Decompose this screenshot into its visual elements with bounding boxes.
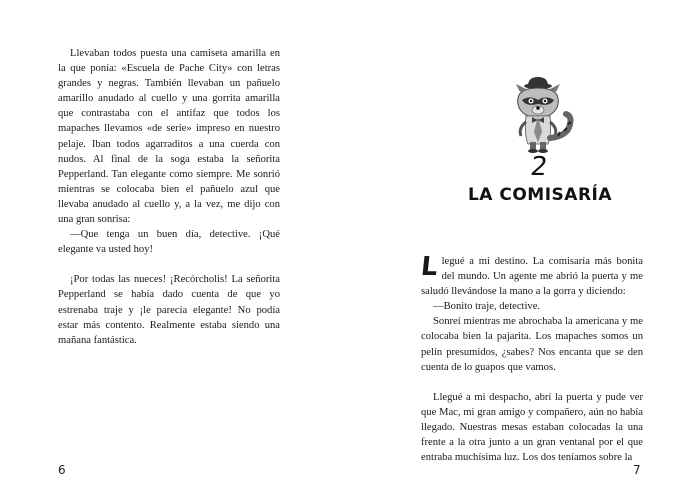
right-paragraph-3: Sonreí mientras me abrochaba la americana y me colocaba bien la pajarita. Los mapaches somos un pelín presumidos, ¿sabes? Nos encanta que se den cuenta de lo guapos que vamos. bbox=[421, 316, 643, 373]
right-paragraph-4: Llegué a mi despacho, abrí la puerta y pude ver que Mac, mi gran amigo y compañero, aún no había llegado. Nuestras mesas estaban colocadas la una frente a la otra junto a un gran ventanal por el que entraba muchísima luz. Los dos teníamos sobre la bbox=[421, 391, 643, 464]
right-page-text bbox=[421, 254, 643, 465]
raccoon-detective-icon bbox=[488, 76, 588, 156]
left-paragraph-1: Llevaban todos puesta una camiseta amarilla en la que ponía: «Escuela de Pache City» con letras grandes y negras. También llevaban un pañuelo amarillo anudado al cuello y una gorrita amarilla que contrastaba con el antifaz que todos los mapaches llevamos «de serie» impreso en nuestro pelaje. Iban todos agarraditos a una cuerda con nudos. Al final de la soga estaba la señorita Pepperland. Tan elegante como siempre. Me sonrió mientras se colocaba bien el pañuelo azul que llevaba anudado al cuello y, a la vez, me dijo con una gran sonrisa: bbox=[58, 48, 280, 226]
chapter-title: LA COMISARÍA bbox=[467, 185, 613, 205]
left-paragraph-2: —Que tenga un buen día, detective. ¡Qué elegante va usted hoy! bbox=[58, 229, 280, 256]
left-paragraph-3: ¡Por todas las nueces! ¡Recórcholis! La señorita Pepperland se había dado cuenta de que yo estrenaba traje y ¡le parecía elegante! No podía estar más contento. Realmente estaba siendo una mañana fantástica. bbox=[58, 274, 280, 346]
right-paragraph-2: —Bonito traje, detective. bbox=[433, 301, 541, 313]
chapter-number: 2 bbox=[528, 152, 550, 182]
left-page-number: 6 bbox=[58, 463, 66, 477]
right-paragraph-1-text: legué a mi destino. La comisaría más bonita del mundo. Un agente me abrió la puerta y me saludó llevándose la mano a la gorra y diciendo: bbox=[421, 256, 643, 298]
right-paragraph-1 bbox=[421, 254, 643, 299]
left-page-text bbox=[58, 46, 280, 348]
right-page-number: 7 bbox=[633, 463, 641, 477]
drop-cap: L bbox=[419, 252, 440, 282]
